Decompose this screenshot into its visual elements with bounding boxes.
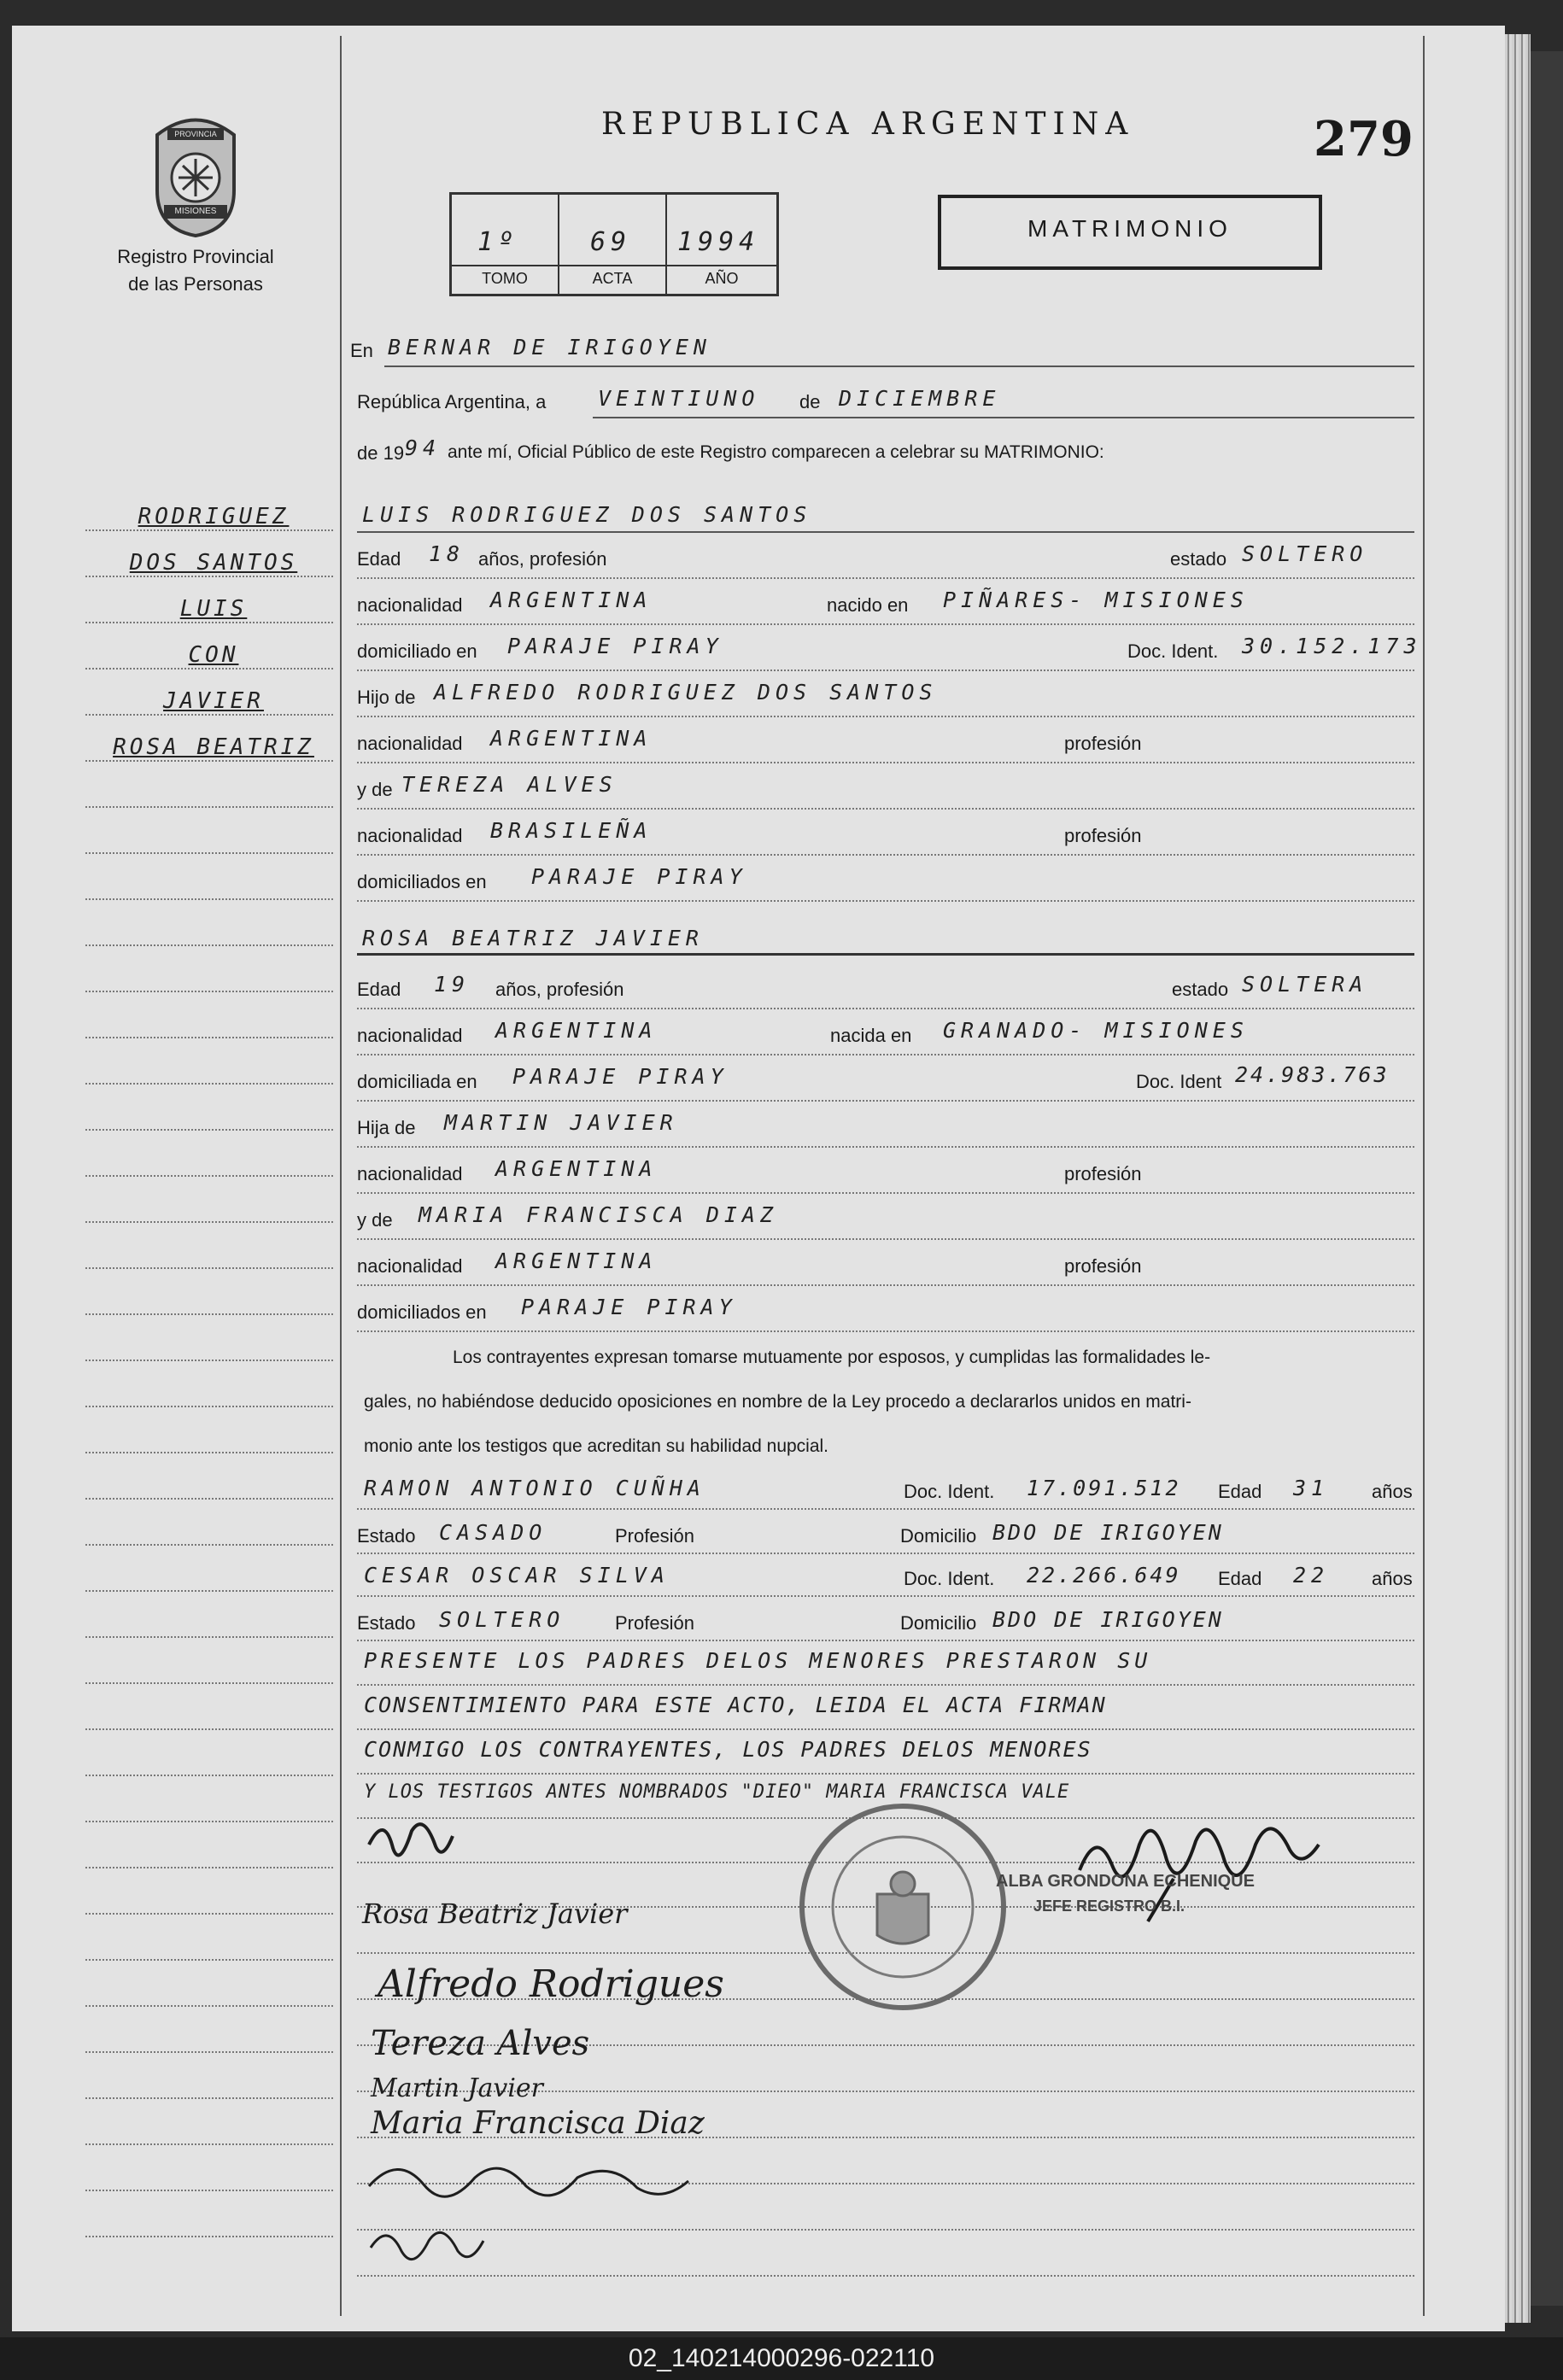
bride-mother-nat-label: nacionalidad [357, 1255, 463, 1277]
witness-1-prof-label: Profesión [615, 1525, 694, 1547]
groom-mother-prof-label: profesión [1064, 825, 1142, 846]
bride-mother-prof-label: profesión [1064, 1255, 1142, 1277]
groom-parents-dom-label: domiciliados en [357, 871, 487, 892]
country-title: REPUBLICA ARGENTINA [601, 107, 1135, 142]
sidebar-ruling-line [85, 898, 333, 900]
sidebar-name: ROSA BEATRIZ [113, 734, 314, 760]
ruling-line [357, 1684, 1414, 1686]
acta-label: ACTA [592, 270, 633, 287]
ruling-line [357, 808, 1414, 810]
witness-2-prof-label: Profesión [615, 1612, 694, 1634]
sidebar-ruling-line [85, 1452, 333, 1453]
ruling-line [357, 1100, 1414, 1102]
sidebar-ruling-line [85, 622, 333, 623]
groom-doc-label: Doc. Ident. [1127, 640, 1219, 662]
bride-domicile: PARAJE PIRAY [512, 1064, 729, 1089]
sidebar-ruling-line [85, 529, 333, 531]
witness-2-anos-label: años [1372, 1568, 1413, 1589]
ruling-line [357, 577, 1414, 579]
sidebar-ruling-line [85, 1544, 333, 1546]
witness-1-name: RAMON ANTONIO CUÑHA [364, 1476, 705, 1500]
bride-father-nat: ARGENTINA [495, 1156, 658, 1181]
note-line: Y LOS TESTIGOS ANTES NOMBRADOS "DIEO" MARIA FRANCISCA VALE [364, 1781, 1070, 1803]
bride-yde-label: y de [357, 1209, 393, 1231]
intro-text: ante mí, Oficial Público de este Registro comparecen a celebrar su MATRIMONIO: [448, 442, 1104, 462]
bride-nationality: ARGENTINA [495, 1018, 658, 1043]
groom-dom-label: domiciliado en [357, 640, 477, 662]
bride-estado-label: estado [1172, 979, 1229, 1000]
ruling-line [357, 1508, 1414, 1510]
provincial-seal-icon [140, 109, 251, 237]
sidebar-ruling-line [85, 1867, 333, 1868]
groom-doc: 30.152.173 [1242, 634, 1422, 658]
bride-doc: 24.983.763 [1235, 1062, 1390, 1087]
ruling-line [357, 1284, 1414, 1286]
sidebar-ruling-line [85, 1821, 333, 1822]
ruling-line [357, 1008, 1414, 1009]
sidebar-ruling-line [85, 991, 333, 992]
sidebar-ruling-line [85, 1037, 333, 1038]
witness-2-edad-label: Edad [1218, 1568, 1262, 1589]
groom-edad-label: Edad [357, 548, 401, 570]
groom-domicile: PARAJE PIRAY [507, 634, 723, 658]
bride-hija-label: Hija de [357, 1117, 416, 1138]
year-prefix: de 19 [357, 442, 405, 464]
ruling-line [357, 670, 1414, 671]
ano-value: 1994 [677, 227, 760, 257]
groom-nationality: ARGENTINA [490, 588, 653, 612]
sidebar-ruling-line [85, 1636, 333, 1638]
place-value: BERNAR DE IRIGOYEN [388, 335, 711, 360]
groom-nacido-label: nacido en [827, 594, 909, 616]
bride-parents-domicile: PARAJE PIRAY [521, 1295, 737, 1319]
sidebar-ruling-line [85, 1498, 333, 1500]
officer-stamp-line-2: JEFE REGISTRO B.I. [1033, 1898, 1185, 1915]
sidebar-ruling-line [85, 714, 333, 716]
ruling-line [357, 1146, 1414, 1148]
ruling-line [357, 900, 1414, 902]
sidebar-ruling-line [85, 1913, 333, 1915]
groom-mother-nat: BRASILEÑA [490, 818, 653, 843]
sidebar-ruling-line [85, 576, 333, 577]
bride-doc-label: Doc. Ident [1136, 1071, 1222, 1092]
page-stack-edge [1505, 34, 1531, 2323]
groom-estado-label: estado [1170, 548, 1227, 570]
witness-signature-scribbles [364, 2152, 757, 2293]
seal-bottom-text: MISIONES [174, 207, 217, 216]
ruling-line [357, 1553, 1414, 1554]
year-suffix: 94 [405, 436, 442, 460]
declaration-line-2: gales, no habiéndose deducido oposiciones en nombre de la Ley procedo a declararlos unidos en matri- [364, 1392, 1191, 1412]
bride-dom-label: domiciliada en [357, 1071, 477, 1092]
bride-nat-label: nacionalidad [357, 1025, 463, 1046]
sidebar-ruling-line [85, 1728, 333, 1730]
witness-1-doc: 17.091.512 [1027, 1476, 1181, 1500]
groom-estado: SOLTERO [1242, 541, 1368, 566]
witness-1-dom-label: Domicilio [900, 1525, 977, 1547]
round-registry-stamp [794, 1798, 1011, 2015]
sidebar-ruling-line [85, 2051, 333, 2053]
de-label: de [799, 391, 821, 412]
bride-separator-line [357, 953, 1414, 956]
record-type-box [938, 195, 1322, 270]
ruling-line [357, 1238, 1414, 1240]
book-spine [1531, 51, 1563, 2306]
witness-1-estado-label: Estado [357, 1525, 416, 1547]
ano-label: AÑO [705, 270, 739, 287]
sidebar-ruling-line [85, 1221, 333, 1223]
groom-name-line [357, 531, 1414, 533]
sidebar-ruling-line [85, 1406, 333, 1407]
sidebar-ruling-line [85, 668, 333, 670]
groom-father-nat-label: nacionalidad [357, 733, 463, 754]
bride-father-prof-label: profesión [1064, 1163, 1142, 1184]
groom-birthplace: PIÑARES- MISIONES [943, 588, 1249, 612]
groom-father-prof-label: profesión [1064, 733, 1142, 754]
date-line [593, 417, 1414, 418]
image-caption: 02_140214000296-022110 [0, 2337, 1563, 2380]
sidebar-ruling-line [85, 1267, 333, 1269]
signature: Maria Francisca Diaz [371, 2106, 705, 2141]
witness-1-doc-label: Doc. Ident. [904, 1481, 995, 1502]
sidebar-ruling-line [85, 2236, 333, 2237]
bride-parents-dom-label: domiciliados en [357, 1301, 487, 1323]
witness-2-estado: SOLTERO [439, 1607, 565, 1632]
sidebar-ruling-line [85, 760, 333, 762]
ruling-line [357, 762, 1414, 763]
sidebar-ruling-line [85, 1083, 333, 1085]
sidebar-ruling-line [85, 852, 333, 854]
bride-age: 19 [434, 972, 471, 997]
right-frame-line [1423, 36, 1425, 2316]
sidebar-ruling-line [85, 1313, 333, 1315]
left-margin-line [340, 36, 342, 2316]
acta-value: 69 [590, 227, 632, 257]
signature: Tereza Alves [371, 2024, 590, 2063]
groom-nat-label: nacionalidad [357, 594, 463, 616]
sidebar-ruling-line [85, 2190, 333, 2191]
sidebar-ruling-line [85, 1775, 333, 1776]
declaration-line-1: Los contrayentes expresan tomarse mutuamente por esposos, y cumplidas las formalidades le- [453, 1348, 1211, 1367]
groom-father-nat: ARGENTINA [490, 726, 653, 751]
day-value: VEINTIUNO [598, 386, 760, 411]
sidebar-ruling-line [85, 2005, 333, 2007]
republica-label: República Argentina, a [357, 391, 547, 412]
ruling-line [357, 623, 1414, 625]
witness-1-age: 31 [1293, 1476, 1330, 1500]
note-line: CONSENTIMIENTO PARA ESTE ACTO, LEIDA EL ACTA FIRMAN [364, 1693, 1107, 1717]
ruling-line [357, 1640, 1414, 1641]
record-box [449, 192, 779, 296]
signature: Martin Javier [371, 2073, 544, 2103]
bride-father-nat-label: nacionalidad [357, 1163, 463, 1184]
sidebar-ruling-line [85, 2097, 333, 2099]
sidebar-ruling-line [85, 1959, 333, 1961]
ruling-line [357, 1728, 1414, 1730]
register-page [12, 26, 1505, 2331]
note-line: CONMIGO LOS CONTRAYENTES, LOS PADRES DELOS MENORES [364, 1737, 1092, 1762]
groom-anos-label: años, profesión [478, 548, 607, 570]
officer-stamp-line-1: ALBA GRONDONA ECHENIQUE [996, 1872, 1255, 1891]
ruling-line [357, 854, 1414, 856]
bride-mother: MARIA FRANCISCA DIAZ [419, 1202, 779, 1227]
ruling-line [357, 1330, 1414, 1332]
sidebar-ruling-line [85, 1129, 333, 1131]
witness-2-dom-label: Domicilio [900, 1612, 977, 1634]
sidebar-ruling-line [85, 1682, 333, 1684]
witness-1-estado: CASADO [439, 1520, 547, 1545]
groom-signature-scribble [364, 1810, 458, 1874]
sidebar-ruling-line [85, 1590, 333, 1592]
groom-mother: TEREZA ALVES [401, 772, 618, 797]
declaration-line-3: monio ante los testigos que acreditan su habilidad nupcial. [364, 1436, 829, 1456]
sidebar-ruling-line [85, 1360, 333, 1361]
witness-2-doc-label: Doc. Ident. [904, 1568, 995, 1589]
note-line: PRESENTE LOS PADRES DELOS MENORES PRESTARON SU [364, 1648, 1152, 1673]
witness-2-age: 22 [1293, 1563, 1330, 1588]
signature: Rosa Beatriz Javier [362, 1898, 628, 1930]
ruling-line [357, 1054, 1414, 1056]
groom-hijo-label: Hijo de [357, 687, 416, 708]
place-line [384, 365, 1414, 367]
bride-estado: SOLTERA [1242, 972, 1368, 997]
sidebar-name: DOS SANTOS [129, 550, 298, 576]
tomo-value: 1º [477, 227, 519, 257]
registry-line-2: de las Personas [128, 273, 263, 295]
groom-yde-label: y de [357, 779, 393, 800]
month-value: DICIEMBRE [839, 386, 1001, 411]
bride-edad-label: Edad [357, 979, 401, 1000]
ruling-line [357, 1595, 1414, 1597]
page-number: 279 [1314, 111, 1414, 167]
bride-mother-nat: ARGENTINA [495, 1248, 658, 1273]
ruling-line [357, 1192, 1414, 1194]
sidebar-name: RODRIGUEZ [138, 504, 290, 529]
groom-parents-domicile: PARAJE PIRAY [531, 864, 747, 889]
bride-anos-label: años, profesión [495, 979, 624, 1000]
witness-1-edad-label: Edad [1218, 1481, 1262, 1502]
sidebar-name: CON [188, 642, 239, 668]
ruling-line [357, 1773, 1414, 1775]
witness-1-domicile: BDO DE IRIGOYEN [992, 1520, 1224, 1545]
ruling-line [357, 716, 1414, 717]
bride-birthplace: GRANADO- MISIONES [943, 1018, 1249, 1043]
witness-2-domicile: BDO DE IRIGOYEN [992, 1607, 1224, 1632]
seal-top-text: PROVINCIA [174, 130, 217, 138]
witness-1-anos-label: años [1372, 1481, 1413, 1502]
groom-father: ALFREDO RODRIGUEZ DOS SANTOS [434, 680, 938, 705]
en-label: En [350, 340, 373, 361]
bride-father: MARTIN JAVIER [444, 1110, 678, 1135]
groom-age: 18 [429, 541, 465, 566]
registry-line-1: Registro Provincial [117, 246, 274, 267]
groom-name: LUIS RODRIGUEZ DOS SANTOS [362, 502, 812, 527]
bride-name: ROSA BEATRIZ JAVIER [362, 926, 704, 950]
bride-nacida-label: nacida en [830, 1025, 912, 1046]
witness-2-name: CESAR OSCAR SILVA [364, 1563, 670, 1588]
sidebar-name: LUIS [179, 596, 248, 622]
sidebar-ruling-line [85, 806, 333, 808]
sidebar-ruling-line [85, 2143, 333, 2145]
witness-2-doc: 22.266.649 [1027, 1563, 1181, 1588]
sidebar-name: JAVIER [163, 688, 264, 714]
record-type-label: MATRIMONIO [1027, 215, 1232, 242]
tomo-label: TOMO [482, 270, 528, 287]
sidebar-ruling-line [85, 1175, 333, 1177]
groom-mother-nat-label: nacionalidad [357, 825, 463, 846]
sidebar-ruling-line [85, 944, 333, 946]
signature: Alfredo Rodrigues [378, 1962, 724, 2006]
witness-2-estado-label: Estado [357, 1612, 416, 1634]
